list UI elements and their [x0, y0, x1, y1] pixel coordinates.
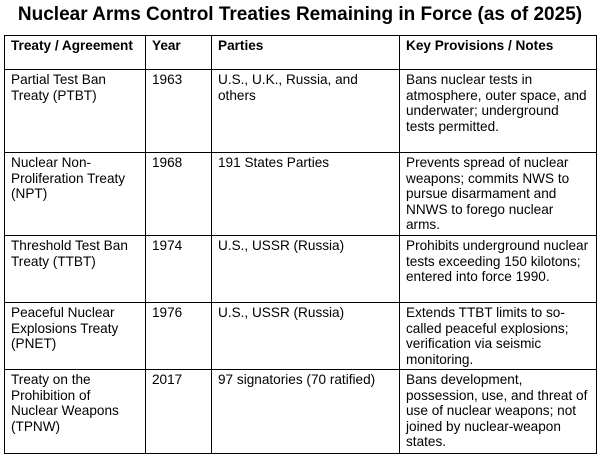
table-row	[5, 153, 597, 236]
treaty-cell: Partial Test Ban Treaty (PTBT)	[5, 70, 146, 153]
column-header-treaty: Treaty / Agreement	[5, 36, 146, 70]
treaty-cell: Treaty on the Prohibition of Nuclear Weapons (TPNW)	[5, 370, 146, 454]
notes-cell: Prevents spread of nuclear weapons; commits NWS to pursue disarmament and NNWS to forego nuclear arms.	[400, 153, 597, 236]
year-cell: 1976	[146, 303, 212, 370]
parties-cell: U.S., U.K., Russia, and others	[212, 70, 400, 153]
parties-cell: 191 States Parties	[212, 153, 400, 236]
table-row	[5, 370, 597, 454]
table-row	[5, 236, 597, 303]
document-title: Nuclear Arms Control Treaties Remaining in Force (as of 2025)	[17, 4, 583, 25]
treaty-cell: Nuclear Non-Proliferation Treaty (NPT)	[5, 153, 146, 236]
notes-cell: Bans development, possession, use, and threat of use of nuclear weapons; not joined by nuclear-weapon states.	[400, 370, 597, 454]
parties-cell: U.S., USSR (Russia)	[212, 236, 400, 303]
notes-cell: Extends TTBT limits to so-called peaceful explosions; verification via seismic monitoring.	[400, 303, 597, 370]
column-header-parties: Parties	[212, 36, 400, 70]
table-row	[5, 70, 597, 153]
year-cell: 1974	[146, 236, 212, 303]
column-header-notes: Key Provisions / Notes	[400, 36, 597, 70]
column-header-year: Year	[146, 36, 212, 70]
notes-cell: Prohibits underground nuclear tests exceeding 150 kilotons; entered into force 1990.	[400, 236, 597, 303]
year-cell: 1968	[146, 153, 212, 236]
parties-cell: 97 signatories (70 ratified)	[212, 370, 400, 454]
treaty-cell: Threshold Test Ban Treaty (TTBT)	[5, 236, 146, 303]
table-header-row	[5, 36, 597, 70]
treaty-cell: Peaceful Nuclear Explosions Treaty (PNET)	[5, 303, 146, 370]
year-cell: 1963	[146, 70, 212, 153]
table-row	[5, 303, 597, 370]
parties-cell: U.S., USSR (Russia)	[212, 303, 400, 370]
notes-cell: Bans nuclear tests in atmosphere, outer space, and underwater; underground tests permitted.	[400, 70, 597, 153]
treaties-table	[4, 35, 597, 454]
year-cell: 2017	[146, 370, 212, 454]
